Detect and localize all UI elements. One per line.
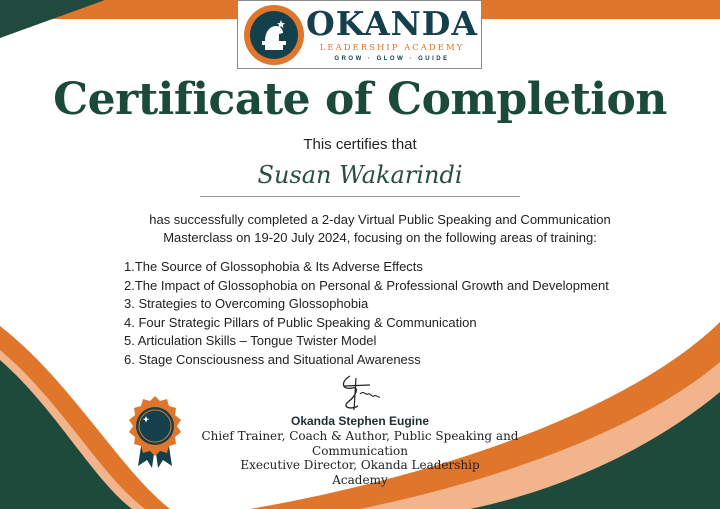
completion-statement xyxy=(0,211,720,247)
logo-name: OKANDA xyxy=(305,4,479,43)
lion-emblem-icon xyxy=(243,4,305,66)
list-item: 2.The Impact of Glossophobia on Personal & Professional Growth and Development xyxy=(124,277,609,293)
list-item: 1.The Source of Glossophobia & Its Adverse Effects xyxy=(124,259,423,274)
certifies-text: This certifies that xyxy=(303,136,417,153)
signature-image xyxy=(330,372,384,414)
signatory-title-4: Academy xyxy=(332,472,388,487)
list-item: 6. Stage Consciousness and Situational Awareness xyxy=(124,351,421,367)
completion-line-2: Masterclass on 19-20 July 2024, focusing on the following areas of training: xyxy=(163,230,597,245)
logo-tagline: GROW · GLOW · GUIDE xyxy=(334,56,450,62)
logo-subtitle: LEADERSHIP ACADEMY xyxy=(319,43,465,53)
recipient-name: Susan Wakarindi xyxy=(257,161,463,189)
signatory-name: Okanda Stephen Eugine xyxy=(290,414,430,428)
list-item: 3. Strategies to Overcoming Glossophobia xyxy=(124,296,369,312)
signatory-title-2: Communication xyxy=(312,443,408,458)
certificate-title: Certificate of Completion xyxy=(53,74,667,125)
list-item: 5. Articulation Skills – Tongue Twister Model xyxy=(124,333,377,349)
name-underline xyxy=(200,196,520,197)
training-areas-list xyxy=(124,258,609,370)
list-item: 4. Four Strategic Pillars of Public Speaking & Communication xyxy=(124,314,477,330)
award-seal-icon xyxy=(124,394,186,468)
academy-logo xyxy=(237,0,482,69)
signatory-title-3: Executive Director, Okanda Leadership xyxy=(240,458,480,473)
completion-line-1: has successfully completed a 2-day Virtual Public Speaking and Communication xyxy=(149,212,611,227)
signatory-block xyxy=(200,414,520,487)
signatory-title-1: Chief Trainer, Coach & Author, Public Speaking and xyxy=(201,429,519,443)
